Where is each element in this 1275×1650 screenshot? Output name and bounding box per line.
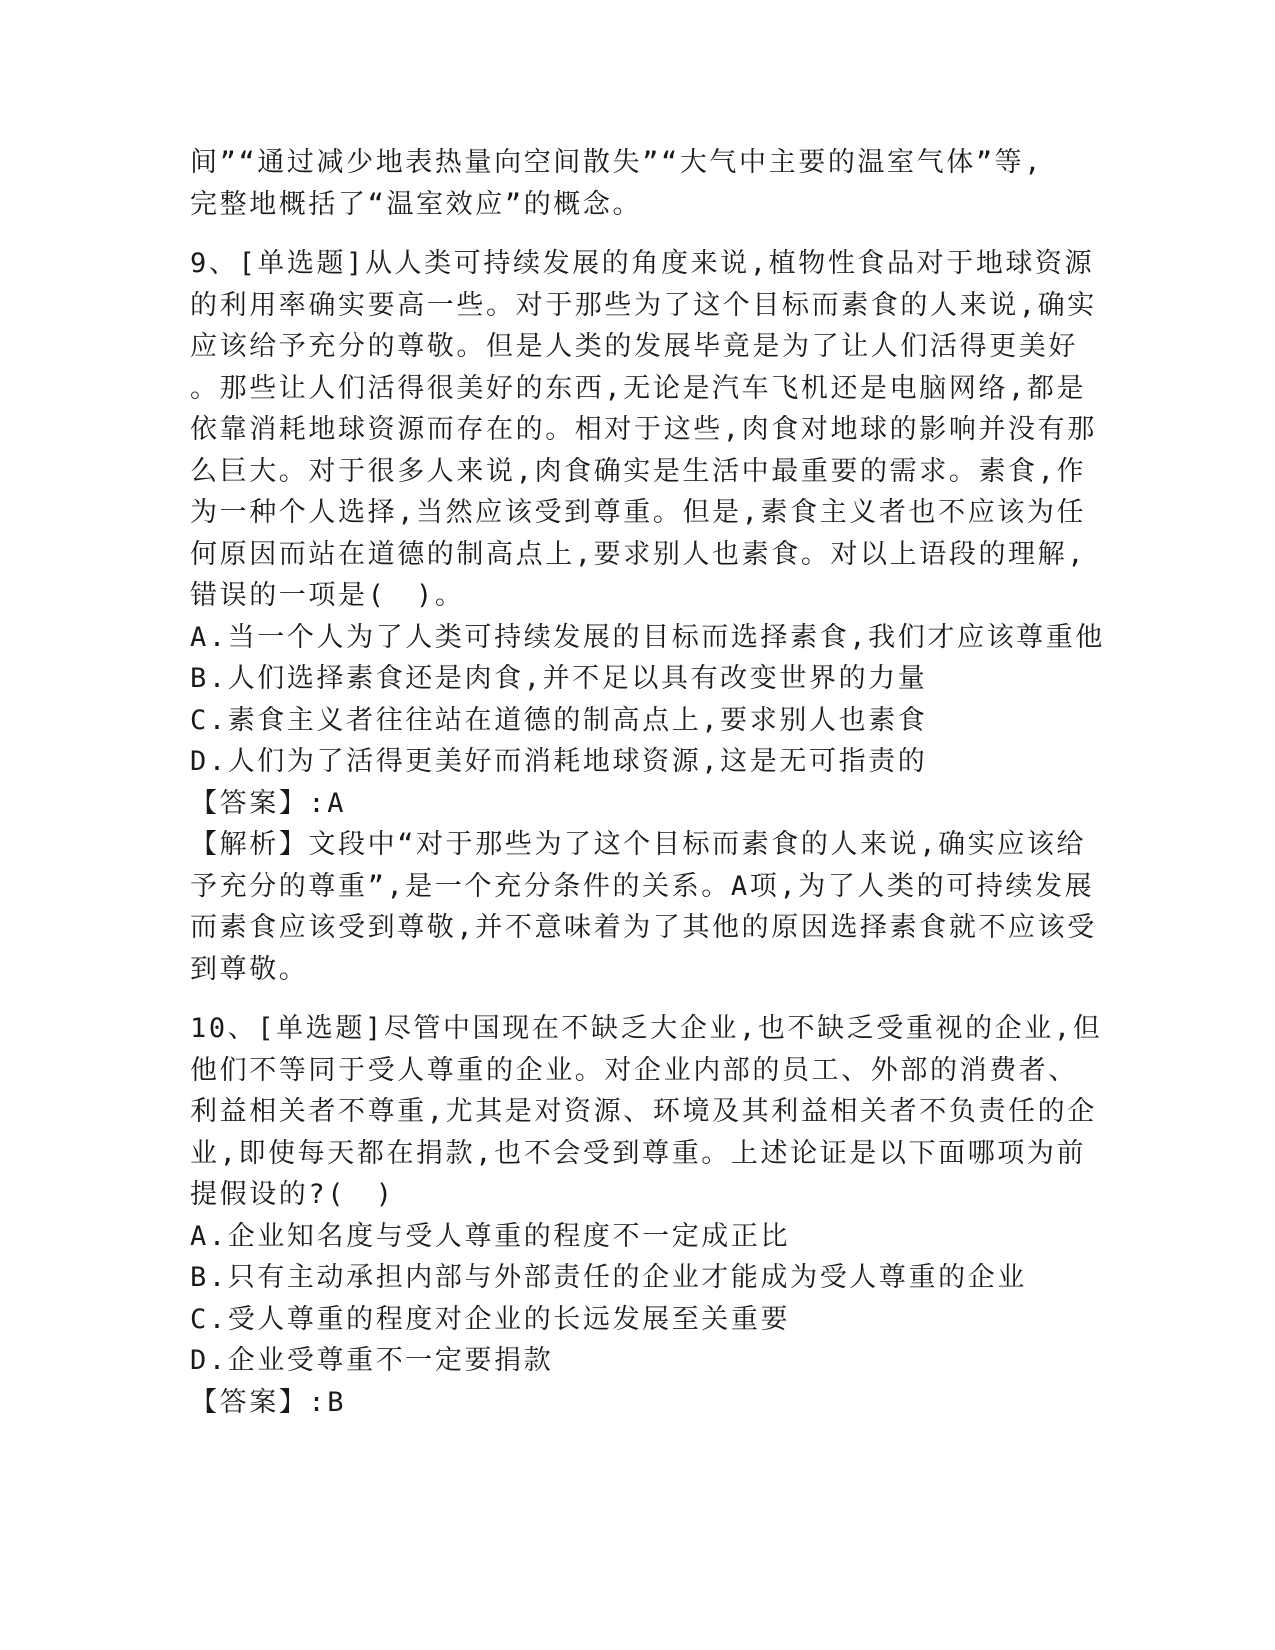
option-d: D.企业受尊重不一定要捐款 [190, 1345, 554, 1376]
question-10-answer: 【答案】:B [190, 1386, 347, 1418]
stem-line: 他们不等同于受人尊重的企业。对企业内部的员工、外部的消费者、 [190, 1054, 1078, 1086]
question-9-options [190, 617, 1105, 783]
analysis-line: 到尊敬。 [190, 953, 309, 985]
stem-line: 10、[单选题]尽管中国现在不缺乏大企业,也不缺乏受重视的企业,但 [190, 1013, 1103, 1044]
stem-line: 应该给予充分的尊敬。但是人类的发展毕竟是为了让人们活得更美好 [190, 331, 1078, 362]
stem-line: 提假设的?( ) [190, 1179, 395, 1210]
question-9-stem [190, 243, 1097, 617]
stem-line: 么巨大。对于很多人来说,肉食确实是生活中最重要的需求。素食,作 [190, 455, 1087, 487]
stem-line: 依靠消耗地球资源而存在的。相对于这些,肉食对地球的影响并没有那 [190, 414, 1097, 445]
option-b: B.只有主动承担内部与外部责任的企业才能成为受人尊重的企业 [190, 1262, 1027, 1293]
analysis-line: 而素食应该受到尊敬,并不意味着为了其他的原因选择素食就不应该受 [190, 912, 1097, 943]
question-10-stem [190, 1008, 1103, 1216]
text-line: 完整地概括了“温室效应”的概念。 [190, 188, 643, 220]
question-9 [190, 243, 1105, 990]
option-c: C.素食主义者往往站在道德的制高点上,要求别人也素食 [190, 704, 928, 736]
stem-line: 9、[单选题]从人类可持续发展的角度来说,植物性食品对于地球资源 [190, 248, 1095, 279]
stem-line: 利益相关者不尊重,尤其是对资源、环境及其利益相关者不负责任的企 [190, 1096, 1097, 1127]
document-page [190, 142, 1105, 1423]
stem-line: 业,即使每天都在捐款,也不会受到尊重。上述论证是以下面哪项为前 [190, 1137, 1087, 1169]
text-line: 间”“通过减少地表热量向空间散失”“大气中主要的温室气体”等, [190, 147, 1044, 178]
stem-line: 。那些让人们活得很美好的东西,无论是汽车飞机还是电脑网络,都是 [190, 372, 1087, 404]
question-9-analysis [190, 824, 1097, 990]
stem-line: 为一种个人选择,当然应该受到尊重。但是,素食主义者也不应该为任 [190, 497, 1087, 528]
option-c: C.受人尊重的程度对企业的长远发展至关重要 [190, 1303, 791, 1335]
analysis-line: 予充分的尊重”,是一个充分条件的关系。A项,为了人类的可持续发展 [190, 870, 1095, 902]
question-10 [190, 1008, 1103, 1423]
option-a: A.企业知名度与受人尊重的程度不一定成正比 [190, 1220, 791, 1252]
previous-analysis-continuation [190, 142, 1090, 225]
question-9-answer: 【答案】:A [190, 787, 347, 819]
stem-line: 错误的一项是( )。 [190, 580, 465, 611]
option-b: B.人们选择素食还是肉食,并不足以具有改变世界的力量 [190, 663, 928, 694]
stem-line: 的利用率确实要高一些。对于那些为了这个目标而素食的人来说,确实 [190, 289, 1097, 321]
question-10-options [190, 1216, 1090, 1382]
option-d: D.人们为了活得更美好而消耗地球资源,这是无可指责的 [190, 746, 928, 777]
option-a: A.当一个人为了人类可持续发展的目标而选择素食,我们才应该尊重他 [190, 621, 1105, 653]
stem-line: 何原因而站在道德的制高点上,要求别人也素食。对以上语段的理解, [190, 538, 1087, 570]
analysis-line: 【解析】文段中“对于那些为了这个目标而素食的人来说,确实应该给 [190, 829, 1087, 860]
